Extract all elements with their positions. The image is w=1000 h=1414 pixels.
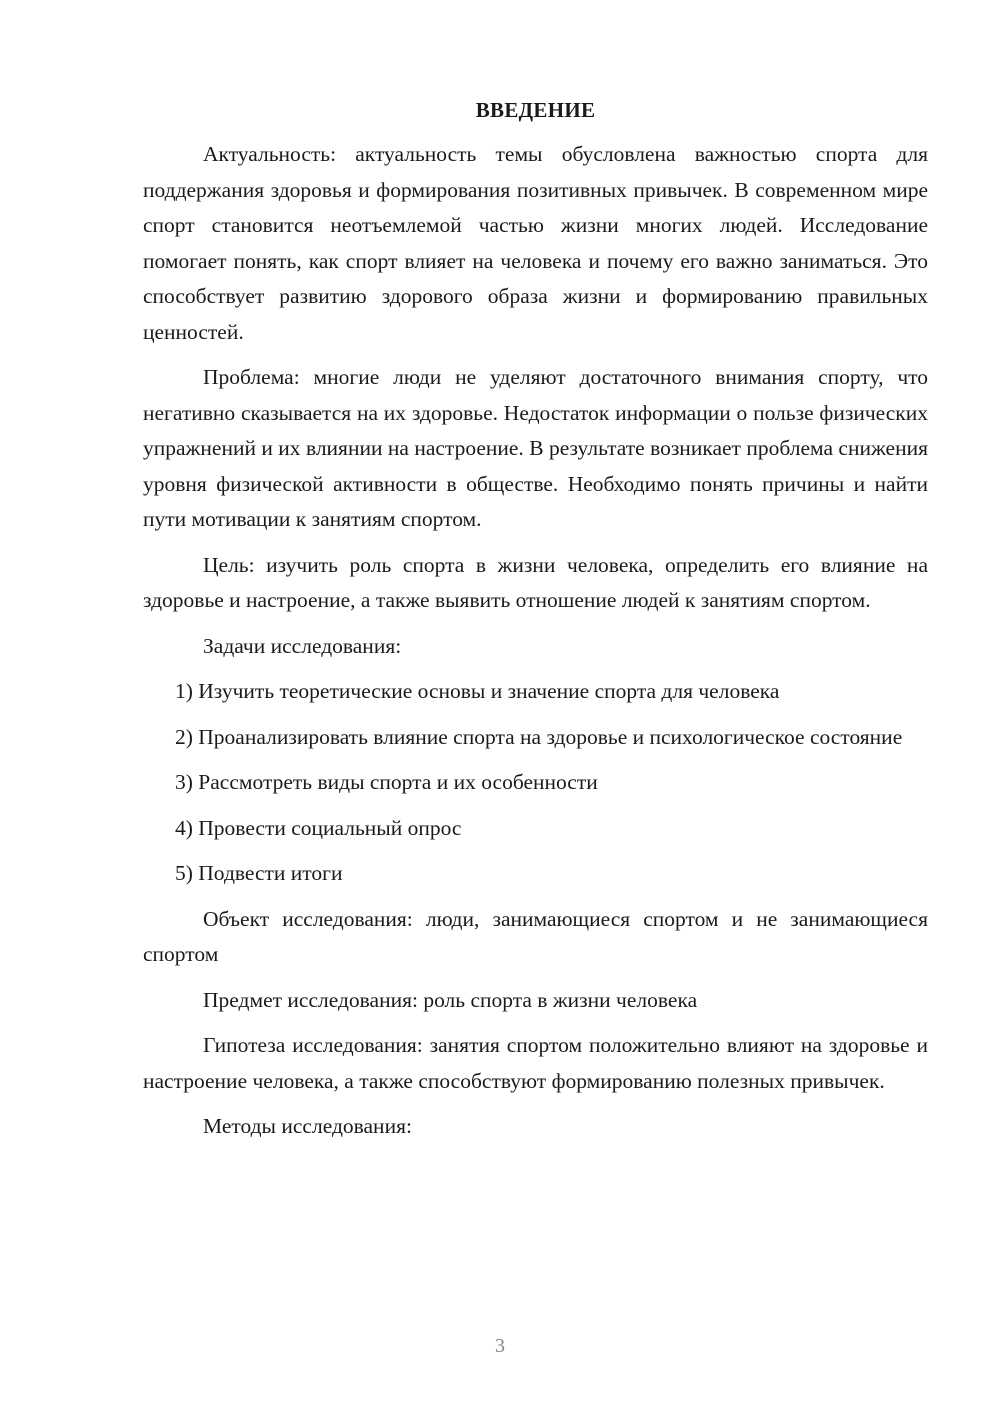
paragraph-object: Объект исследования: люди, занимающиеся спортом и не занимающиеся спортом [143,906,928,966]
paragraph-problem: Проблема: многие люди не уделяют достаточного внимания спорту, что негативно сказывается на их здоровье. Недостаток информации о пользе физических упражнений и их влиянии на настроение. В результате возникает проблема снижения уровня физической активности в обществе. Необходимо понять причины и найти пути мотивации к занятиям спортом. [143,365,928,531]
section-heading: ВВЕДЕНИЕ [475,98,596,122]
page-number: 3 [495,1335,505,1357]
paragraph-relevance: Актуальность: актуальность темы обусловлена важностью спорта для поддержания здоровья и формирования позитивных привычек. В современном мире спорт становится неотъемлемой частью жизни многих людей. Исследование помогает понять, как спорт влияет на человека и почему его важно заниматься. Это способствует развитию здорового образа жизни и формированию правильных ценностей. [143,142,928,344]
document-page [143,96,928,1155]
task-item: 5) Подвести итоги [175,861,343,885]
task-item: 4) Провести социальный опрос [175,815,462,840]
task-item: 3) Рассмотреть виды спорта и их особенности [175,770,598,794]
methods-title: Методы исследования: [203,1114,412,1138]
task-item: 2) Проанализировать влияние спорта на здоровье и психологическое состояние [175,724,903,749]
paragraph-goal: Цель: изучить роль спорта в жизни человека, определить его влияние на здоровье и настроение, а также выявить отношение людей к занятиям спортом. [143,552,928,612]
tasks-title: Задачи исследования: [203,633,402,658]
task-item: 1) Изучить теоретические основы и значение спорта для человека [175,679,780,703]
paragraph-subject: Предмет исследования: роль спорта в жизни человека [203,987,698,1012]
paragraph-hypothesis: Гипотеза исследования: занятия спортом положительно влияют на здоровье и настроение человека, а также способствуют формированию полезных привычек. [143,1033,928,1093]
